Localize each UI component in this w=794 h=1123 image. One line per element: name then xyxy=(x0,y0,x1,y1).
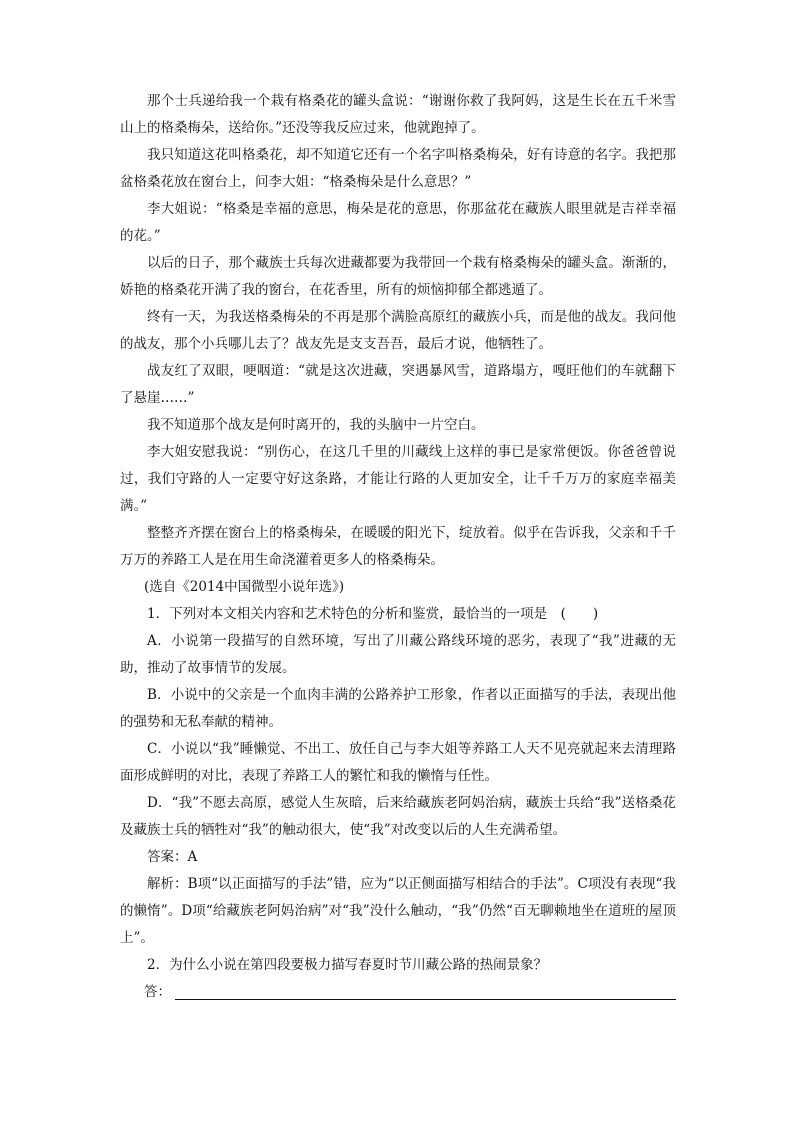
question-1-option-d: D．“我”不愿去高原，感觉人生灰暗，后来给藏族老阿妈治病，藏族士兵给“我”送格桑花及藏族士兵的牺牲对“我”的触动很大，使“我”对改变以后的人生充满希望。 xyxy=(120,795,676,838)
document-page xyxy=(120,88,676,1006)
question-1-option-b: B．小说中的父亲是一个血肉丰满的公路养护工形象，作者以正面描写的手法，表现出他的强势和无私奉献的精神。 xyxy=(120,687,676,730)
source-citation: (选自《2014中国微型小说年选》) xyxy=(144,579,345,595)
question-1-option-a: A．小说第一段描写的自然环境，写出了川藏公路线环境的恶劣，表现了“我”进藏的无助，推动了故事情节的发展。 xyxy=(120,633,676,676)
question-1-option-c: C．小说以“我”睡懒觉、不出工、放任自己与李大姐等养路工人天不见亮就起来去清理路面形成鲜明的对比，表现了养路工人的繁忙和我的懒惰与任性。 xyxy=(120,741,676,784)
story-paragraph-1: 那个士兵递给我一个栽有格桑花的罐头盒说：“谢谢你救了我阿妈，这是生长在五千米雪山上的格桑梅朵，送给你。”还没等我反应过来，他就跑掉了。 xyxy=(120,93,676,136)
question-1-answer: 答案：A xyxy=(147,849,198,865)
story-paragraph-6: 战友红了双眼，哽咽道：“就是这次进藏，突遇暴风雪，道路塌方，嘎旺他们的车就翻下了悬崖……” xyxy=(120,363,676,406)
answer-label: 答： xyxy=(144,984,171,1000)
question-2-answer-line[interactable] xyxy=(120,979,676,1006)
answer-blank-rule[interactable] xyxy=(175,981,676,1000)
story-paragraph-2: 我只知道这花叫格桑花，却不知道它还有一个名字叫格桑梅朵，好有诗意的名字。我把那盆格桑花放在窗台上，问李大姐：“格桑梅朵是什么意思？” xyxy=(120,147,676,190)
story-paragraph-9: 整整齐齐摆在窗台上的格桑梅朵，在暖暖的阳光下，绽放着。似乎在告诉我，父亲和千千万万的养路工人是在用生命浇灌着更多人的格桑梅朵。 xyxy=(120,525,676,568)
question-1-stem: 1．下列对本文相关内容和艺术特色的分析和鉴赏，最恰当的一项是 ( ) xyxy=(147,606,599,622)
story-paragraph-3: 李大姐说：“格桑是幸福的意思，梅朵是花的意思，你那盆花在藏族人眼里就是吉祥幸福的花。” xyxy=(120,201,676,244)
question-1-analysis: 解析：B项“以正面描写的手法”错，应为“以正侧面描写相结合的手法”。C项没有表现“我的懒惰”。D项“给藏族老阿妈治病”对“我”没什么触动，“我”仍然“百无聊赖地坐在道班的屋顶上”。 xyxy=(120,876,676,946)
story-paragraph-8: 李大姐安慰我说：“别伤心，在这几千里的川藏线上这样的事已是家常便饭。你爸爸曾说过，我们守路的人一定要守好这条路，才能让行路的人更加安全，让千千万万的家庭幸福美满。” xyxy=(120,444,676,514)
question-2-stem: 2．为什么小说在第四段要极力描写春夏时节川藏公路的热闹景象？ xyxy=(147,957,548,973)
story-paragraph-4: 以后的日子，那个藏族士兵每次进藏都要为我带回一个栽有格桑梅朵的罐头盒。渐渐的，娇艳的格桑花开满了我的窗台，在花香里，所有的烦恼抑郁全都逃遁了。 xyxy=(120,255,676,298)
story-paragraph-5: 终有一天，为我送格桑梅朵的不再是那个满脸高原红的藏族小兵，而是他的战友。我问他的战友，那个小兵哪儿去了？战友先是支支吾吾，最后才说，他牺牲了。 xyxy=(120,309,676,352)
story-paragraph-7: 我不知道那个战友是何时离开的，我的头脑中一片空白。 xyxy=(147,417,485,433)
